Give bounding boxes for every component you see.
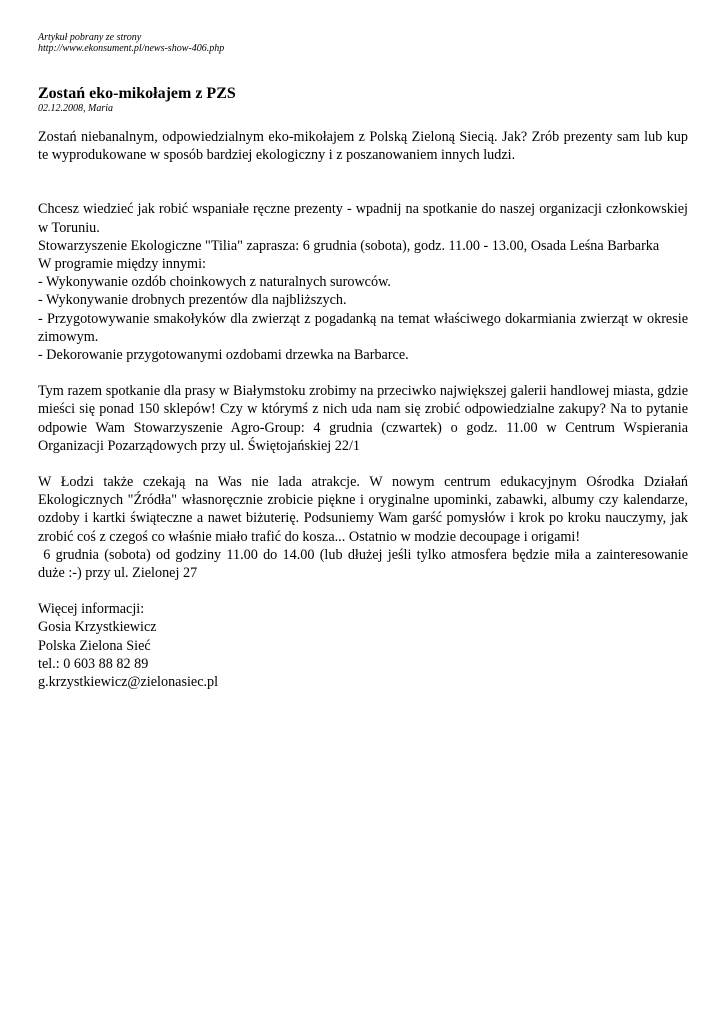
article-meta: 02.12.2008, Maria <box>38 103 113 114</box>
contact-name: Gosia Krzystkiewicz <box>38 619 157 636</box>
contact-email: g.krzystkiewicz@zielonasiec.pl <box>38 674 219 691</box>
program-item: - Wykonywanie drobnych prezentów dla najbliższych. <box>38 292 347 309</box>
source-url: http://www.ekonsument.pl/news-show-406.php <box>38 43 225 54</box>
program-heading: W programie między innymi: <box>38 256 206 273</box>
lodz-details: 6 grudnia (sobota) od godziny 11.00 do 14.00 (lub dłużej jeśli tylko atmosfera będzie miła a zainteresowanie duże :-) przy ul. Zielonej 27 <box>38 546 692 582</box>
contact-phone: tel.: 0 603 88 82 89 <box>38 655 149 672</box>
contact-organization: Polska Zielona Sieć <box>38 637 151 654</box>
torun-section <box>38 200 688 364</box>
bialystok-paragraph: Tym razem spotkanie dla prasy w Białymstoku zrobimy na przeciwko największej galerii handlowej miasta, gdzie mieści się ponad 150 sklepów! Czy w którymś z nich uda nam się zrobić odpowiedzialne zakupy? Na to pytanie odpowie Wam Stowarzyszenie Agro-Group: 4 grudnia (czwartek) o godz. 11.00 w Centrum Wspierania Organizacji Pozarządowych przy ul. Świętojańskiej 22/1 <box>38 383 688 454</box>
contact-block <box>38 600 688 691</box>
intro-paragraph: Zostań niebanalnym, odpowiedzialnym eko-mikołajem z Polską Zieloną Siecią. Jak? Zrób prezenty sam lub kup te wyprodukowane w sposób bardziej ekologiczny i z poszanowaniem innych ludzi. <box>38 129 688 164</box>
source-note <box>38 32 688 54</box>
program-item: - Wykonywanie ozdób choinkowych z naturalnych surowców. <box>38 274 391 291</box>
torun-invite: Stowarzyszenie Ekologiczne "Tilia" zaprasza: 6 grudnia (sobota), godz. 11.00 - 13.00, Osada Leśna Barbarka <box>38 237 660 254</box>
article-body <box>38 128 692 691</box>
source-label: Artykuł pobrany ze strony <box>38 32 142 43</box>
contact-heading: Więcej informacji: <box>38 601 145 618</box>
article-title: Zostań eko-mikołajem z PZS <box>38 85 236 102</box>
document-page <box>38 32 692 691</box>
lodz-section <box>38 473 692 582</box>
program-item: - Przygotowywanie smakołyków dla zwierząt z pogadanką na temat właściwego dokarmiania zwierząt w okresie zimowym. <box>38 310 688 345</box>
program-item: - Dekorowanie przygotowanymi ozdobami drzewka na Barbarce. <box>38 347 409 364</box>
torun-lead: Chcesz wiedzieć jak robić wspaniałe ręczne prezenty - wpadnij na spotkanie do naszej organizacji członkowskiej w Toruniu. <box>38 201 688 236</box>
lodz-paragraph: W Łodzi także czekają na Was nie lada atrakcje. W nowym centrum edukacyjnym Ośrodka Działań Ekologicznych "Źródła" własnoręcznie zrobicie piękne i oryginalne upominki, zabawki, albumy czy kalendarze, ozdoby i kartki świąteczne a nawet biżuterię. Podsuniemy Wam garść pomysłów i krok po kroku nauczymy, jak zrobić coś z czegoś co właśnie miało trafić do kosza... Ostatnio w modzie decoupage i origami! <box>38 474 688 545</box>
